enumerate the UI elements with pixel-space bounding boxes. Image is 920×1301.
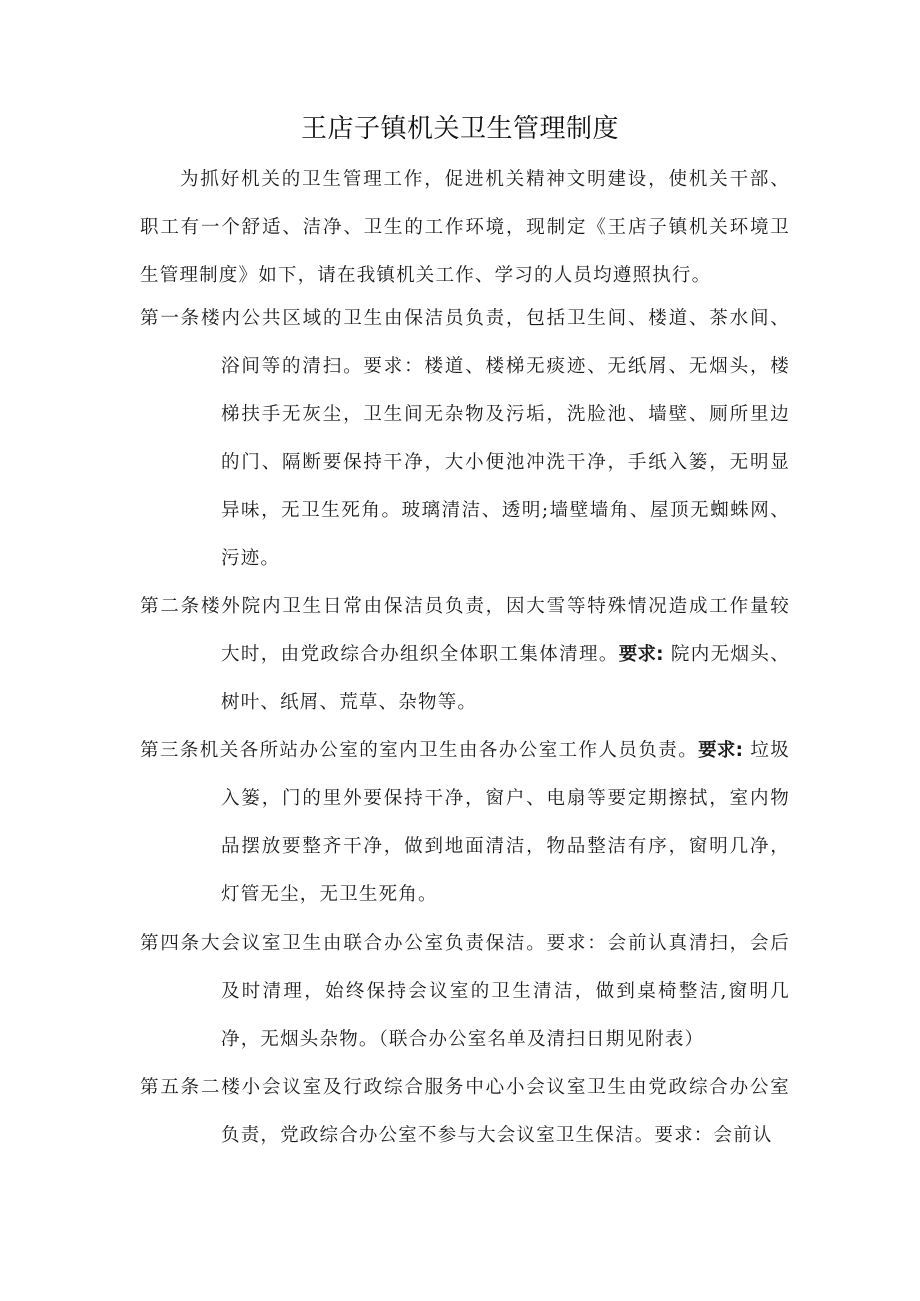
article-3-requirement-text: 垃圾入篓，门的里外要保持干净，窗户、电扇等要定期擦拭，室内物品摆放要整齐干净，做到地面清洁，物品整洁有序，窗明几净，灯管无尘，无卫生死角。 — [221, 740, 790, 905]
article-2-requirement-text: 院内无烟头、树叶、纸屑、荒草、杂物等。 — [221, 644, 790, 713]
article-3-requirement-label: 要求: — [698, 740, 744, 761]
article-1: 第一条楼内公共区域的卫生由保洁员负责，包括卫生间、楼道、茶水间、浴间等的清扫。要求：楼道、楼梯无痰迹、无纸屑、无烟头，楼梯扶手无灰尘，卫生间无杂物及污垢，洗脸池、墙壁、厕所里边的门、隔断要保持干净，大小便池冲洗干净，手纸入篓，无明显异味，无卫生死角。玻璃清洁、透明;墙壁墙角、屋顶无蜘蛛网、污迹。 — [140, 308, 790, 569]
article-2 — [140, 583, 790, 727]
article-4: 第四条大会议室卫生由联合办公室负责保洁。要求：会前认真清扫，会后及时清理，始终保持会议室的卫生清洁，做到桌椅整洁,窗明几净，无烟头杂物。（联合办公室名单及清扫日期见附表） — [140, 933, 790, 1050]
article-3 — [140, 727, 790, 919]
intro-paragraph: 为抓好机关的卫生管理工作，促进机关精神文明建设，使机关干部、职工有一个舒适、洁净、卫生的工作环境，现制定《王店子镇机关环境卫生管理制度》如下，请在我镇机关工作、学习的人员均遵照执行。 — [140, 169, 790, 286]
article-5: 第五条二楼小会议室及行政综合服务中心小会议室卫生由党政综合办公室负责，党政综合办公室不参与大会议室卫生保洁。要求：会前认 — [140, 1077, 790, 1146]
article-3-text: 第三条机关各所站办公室的室内卫生由各办公室工作人员负责。 — [140, 740, 699, 761]
document-title: 王店子镇机关卫生管理制度 — [300, 114, 619, 144]
article-2-requirement-label: 要求: — [618, 644, 664, 665]
article-2-text: 第二条楼外院内卫生日常由保洁员负责，因大雪等特殊情况造成工作量较大时，由党政综合办组织全体职工集体清理。 — [140, 596, 790, 665]
